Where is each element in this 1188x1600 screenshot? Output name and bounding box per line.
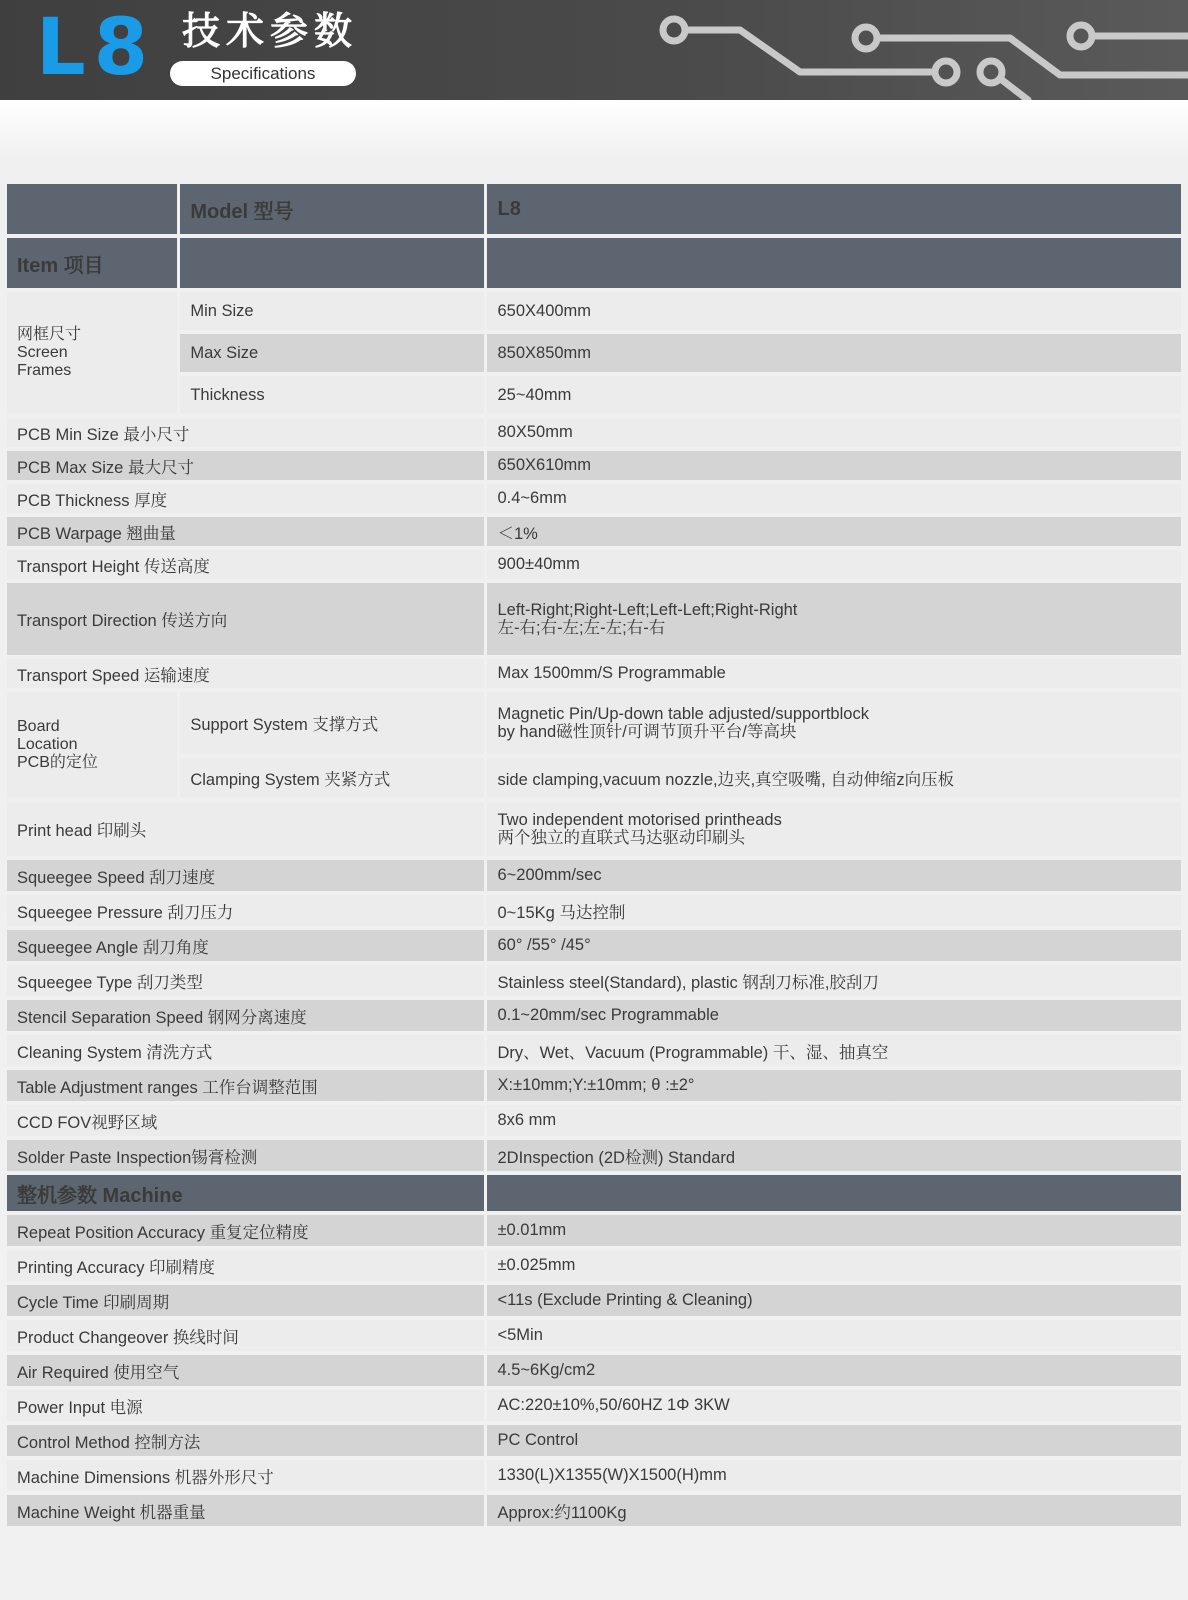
spec-label: PCB Max Size 最大尺寸 — [7, 451, 484, 480]
spec-value: 25~40mm — [487, 376, 1181, 414]
screen-frames-group-label: 网框尺寸 Screen Frames — [7, 292, 177, 414]
spec-value: 650X400mm — [487, 292, 1181, 330]
spec-value: 2DInspection (2D检测) Standard — [487, 1140, 1181, 1171]
spec-label: Squeegee Angle 刮刀角度 — [7, 930, 484, 961]
model-logo: L8 — [36, 3, 156, 93]
spec-label: Stencil Separation Speed 钢网分离速度 — [7, 1000, 484, 1031]
spec-label: Product Changeover 换线时间 — [7, 1320, 484, 1351]
spec-label: Clamping System 夹紧方式 — [180, 758, 484, 798]
spec-value: 0~15Kg 马达控制 — [487, 895, 1181, 926]
spec-label: Squeegee Pressure 刮刀压力 — [7, 895, 484, 926]
model-value: L8 — [487, 184, 1181, 234]
spec-label: PCB Thickness 厚度 — [7, 484, 484, 513]
spec-value: 60° /55° /45° — [487, 930, 1181, 961]
spec-label: Squeegee Type 刮刀类型 — [7, 965, 484, 996]
spec-label: Transport Speed 运输速度 — [7, 659, 484, 688]
spec-value: Max 1500mm/S Programmable — [487, 659, 1181, 688]
spec-value: side clamping,vacuum nozzle,边夹,真空吸嘴, 自动伸缩z向压板 — [487, 758, 1181, 798]
spec-label: Cycle Time 印刷周期 — [7, 1285, 484, 1316]
spec-label: Control Method 控制方法 — [7, 1425, 484, 1456]
spec-value: 850X850mm — [487, 334, 1181, 372]
spec-value: Dry、Wet、Vacuum (Programmable) 干、湿、抽真空 — [487, 1035, 1181, 1066]
spec-value: Stainless steel(Standard), plastic 钢刮刀标准,胶刮刀 — [487, 965, 1181, 996]
machine-section-label: 整机参数 Machine — [7, 1175, 484, 1211]
machine-section-blank — [487, 1175, 1181, 1211]
spec-value: <11s (Exclude Printing & Cleaning) — [487, 1285, 1181, 1316]
spec-value: Two independent motorised printheads 两个独立的直联式马达驱动印刷头 — [487, 802, 1181, 856]
spec-value: 650X610mm — [487, 451, 1181, 480]
page-header — [0, 0, 1188, 100]
spec-label: Repeat Position Accuracy 重复定位精度 — [7, 1215, 484, 1246]
spec-value: ±0.01mm — [487, 1215, 1181, 1246]
spec-value: 8x6 mm — [487, 1105, 1181, 1136]
spec-label: Printing Accuracy 印刷精度 — [7, 1250, 484, 1281]
header-blank-cell — [7, 184, 177, 234]
spec-label: Machine Dimensions 机器外形尺寸 — [7, 1460, 484, 1491]
spec-value: 1330(L)X1355(W)X1500(H)mm — [487, 1460, 1181, 1491]
spec-value: Approx:约1100Kg — [487, 1495, 1181, 1526]
spec-label: Solder Paste Inspection锡膏检测 — [7, 1140, 484, 1171]
spec-label: Print head 印刷头 — [7, 802, 484, 856]
title-specifications-pill: Specifications — [170, 61, 356, 86]
spec-label: Support System 支撑方式 — [180, 692, 484, 754]
model-label: Model 型号 — [180, 184, 484, 234]
spec-label: PCB Warpage 翘曲量 — [7, 517, 484, 546]
item-label: Item 项目 — [7, 238, 177, 288]
spec-value: 80X50mm — [487, 418, 1181, 447]
spec-value: 0.4~6mm — [487, 484, 1181, 513]
spec-label: Cleaning System 清洗方式 — [7, 1035, 484, 1066]
spec-value: Left-Right;Right-Left;Left-Left;Right-Right 左-右;右-左;左-左;右-右 — [487, 583, 1181, 655]
spec-label: Max Size — [180, 334, 484, 372]
spec-value: AC:220±10%,50/60HZ 1Φ 3KW — [487, 1390, 1181, 1421]
spec-label: CCD FOV视野区域 — [7, 1105, 484, 1136]
spec-value: X:±10mm;Y:±10mm; θ :±2° — [487, 1070, 1181, 1101]
spec-value: ±0.025mm — [487, 1250, 1181, 1281]
spec-label: Transport Height 传送高度 — [7, 550, 484, 579]
spec-label: Power Input 电源 — [7, 1390, 484, 1421]
spec-value: <5Min — [487, 1320, 1181, 1351]
spec-value: ＜1% — [487, 517, 1181, 546]
spec-value: 0.1~20mm/sec Programmable — [487, 1000, 1181, 1031]
spec-label: Min Size — [180, 292, 484, 330]
specifications-table — [4, 180, 1184, 1530]
spec-label: Machine Weight 机器重量 — [7, 1495, 484, 1526]
spec-value: PC Control — [487, 1425, 1181, 1456]
spec-label: Transport Direction 传送方向 — [7, 583, 484, 655]
spec-value: 900±40mm — [487, 550, 1181, 579]
item-blank-cell — [180, 238, 484, 288]
spec-value: 4.5~6Kg/cm2 — [487, 1355, 1181, 1386]
spec-label: Thickness — [180, 376, 484, 414]
spec-label: PCB Min Size 最小尺寸 — [7, 418, 484, 447]
item-blank-cell — [487, 238, 1181, 288]
spec-label: Air Required 使用空气 — [7, 1355, 484, 1386]
spec-label: Squeegee Speed 刮刀速度 — [7, 860, 484, 891]
title-chinese: 技术参数 — [182, 11, 359, 53]
circuit-decoration-icon — [650, 0, 1188, 100]
spec-value: 6~200mm/sec — [487, 860, 1181, 891]
board-location-group-label: Board Location PCB的定位 — [7, 692, 177, 798]
spec-value: Magnetic Pin/Up-down table adjusted/supportblock by hand磁性顶针/可调节顶升平台/等高块 — [487, 692, 1181, 754]
spec-label: Table Adjustment ranges 工作台调整范围 — [7, 1070, 484, 1101]
